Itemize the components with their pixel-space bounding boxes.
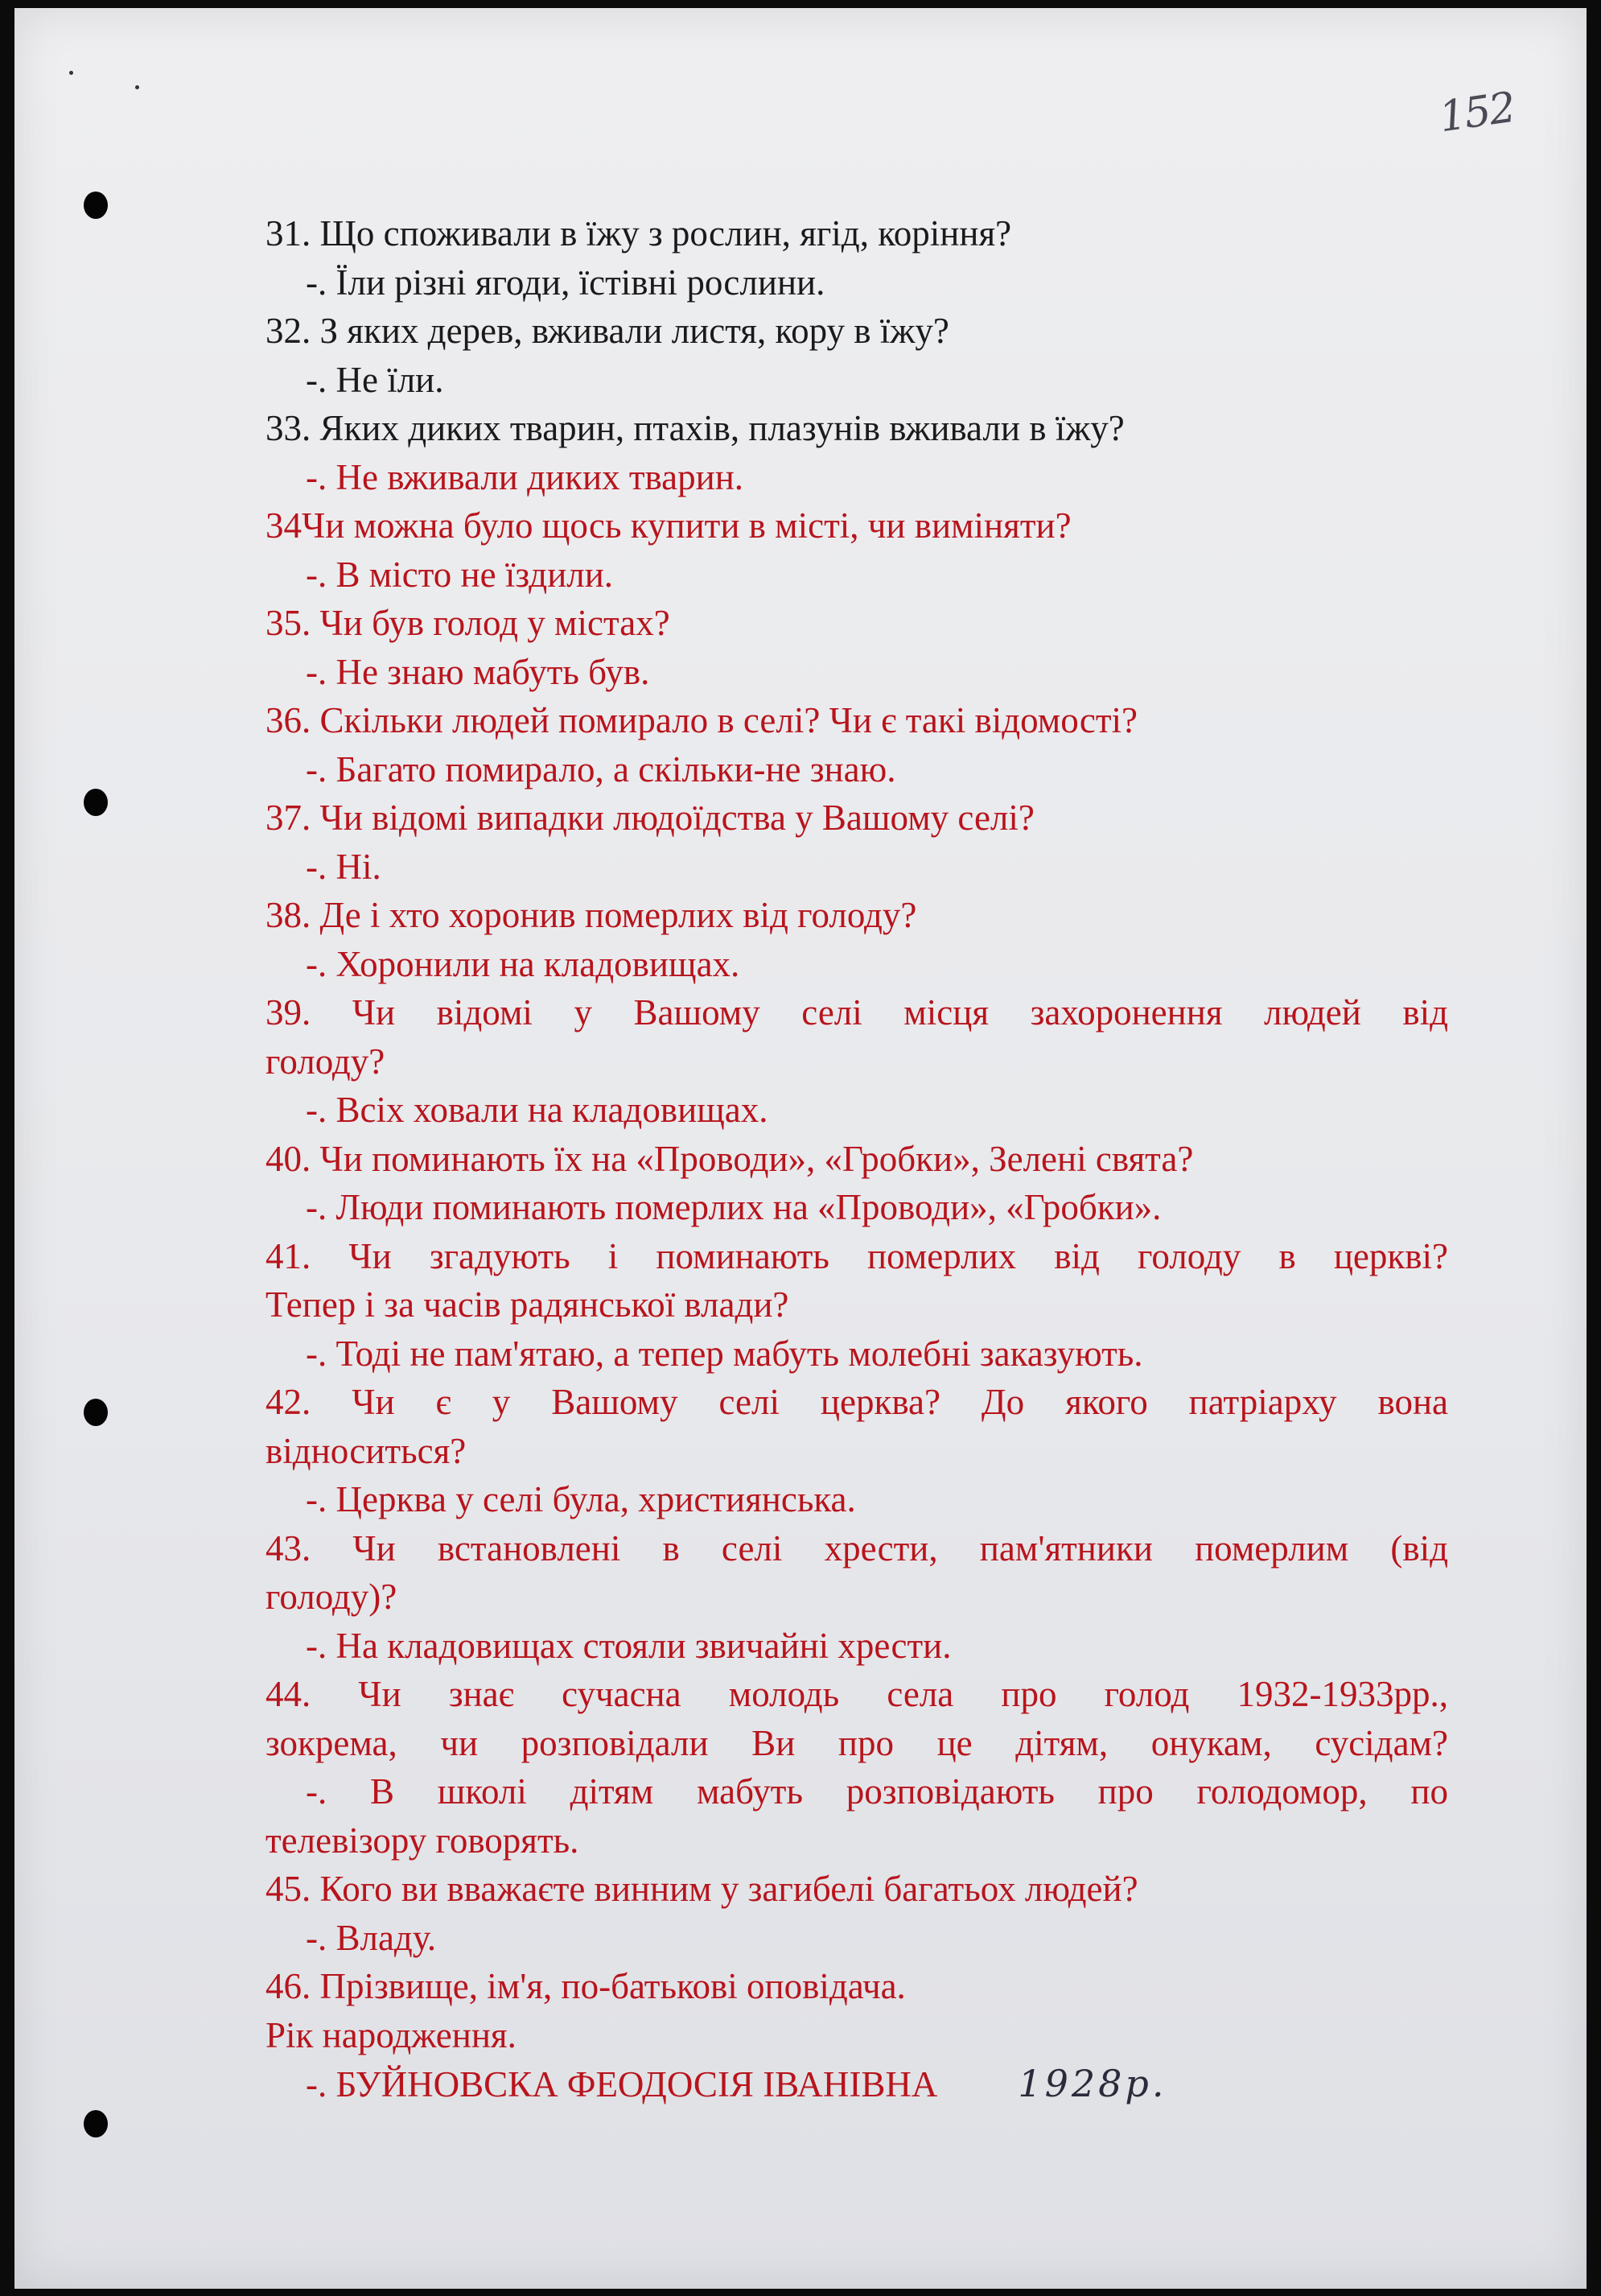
narrator-name: -. БУЙНОВСКА ФЕОДОСІЯ ІВАНІВНА [306,2064,938,2104]
answer-line: -. В школі дітям мабуть розповідають про голодомор, по [306,1771,1448,1812]
paper-speck [69,71,73,75]
paper-speck [135,85,139,89]
answer-line: -. Їли різні ягоди, їстівні рослини. [306,262,825,303]
answer-line: -. Владу. [306,1917,437,1958]
question-line: 45. Кого ви вважаєте винним у загибелі багатьох людей? [265,1869,1138,1909]
answer-line: -. Не знаю мабуть був. [306,651,650,692]
question-line: 37. Чи відомі випадки людоїдства у Вашому селі? [265,798,1035,838]
answer-line: -. Хоронили на кладовищах. [306,943,740,984]
question-line: 38. Де і хто хоронив померлих від голоду? [265,895,917,935]
question-line: Тепер і за часів радянської влади? [265,1284,789,1325]
answer-line: -. Церква у селі була, християнська. [306,1479,856,1519]
punch-hole [84,1399,108,1426]
question-line: голоду? [265,1041,385,1082]
punch-hole [84,2110,108,2137]
question-line: 43. Чи встановлені в селі хрести, пам'ятники померлим (від [265,1527,1448,1568]
answer-line: -. Ні. [306,846,381,887]
document-page [14,8,1587,2289]
question-line: 34Чи можна було щось купити в місті, чи виміняти? [265,505,1072,546]
question-line: 40. Чи поминають їх на «Проводи», «Гробки», Зелені свята? [265,1138,1194,1179]
question-line: 44. Чи знає сучасна молодь села про голод 1932-1933рр., [265,1674,1448,1714]
answer-line: -. Люди поминають померлих на «Проводи», «Гробки». [306,1187,1162,1227]
handwritten-birth-year: 1928р. [1018,2062,1167,2105]
punch-hole [84,192,108,219]
answer-line: -. На кладовищах стояли звичайні хрести. [306,1625,952,1666]
question-line: 39. Чи відомі у Вашому селі місця захоронення людей від [265,992,1448,1033]
question-line: відноситься? [265,1430,467,1471]
answer-line: -. Всіх ховали на кладовищах. [306,1090,768,1130]
question-line: 46. Прізвище, ім'я, по-батькові оповідача. [265,1966,906,2006]
question-line: 32. З яких дерев, вживали листя, кору в їжу? [265,311,949,351]
questionnaire-text [265,209,1448,2109]
question-line: голоду)? [265,1577,397,1617]
question-line: 41. Чи згадують і поминають померлих від голоду в церкві? [265,1235,1448,1276]
answer-line: -. Тоді не пам'ятаю, а тепер мабуть молебні заказують. [306,1333,1143,1374]
question-line: 36. Скільки людей помирало в селі? Чи є такі відомості? [265,700,1138,740]
answer-line: -. Не їли. [306,359,444,400]
question-line: 42. Чи є у Вашому селі церква? До якого патріарху вона [265,1382,1448,1422]
question-line: 33. Яких диких тварин, птахів, плазунів вживали в їжу? [265,408,1125,448]
question-line: 31. Що споживали в їжу з рослин, ягід, коріння? [265,213,1012,254]
punch-hole [84,789,108,816]
question-line: телевізору говорять. [265,1820,579,1861]
page-number: 152 [1436,83,1517,142]
question-line: 35. Чи був голод у містах? [265,603,670,643]
answer-line: -. Багато помирало, а скільки-не знаю. [306,748,896,789]
question-line: зокрема, чи розповідали Ви про це дітям, онукам, сусідам? [265,1722,1448,1763]
answer-line: -. В місто не їздили. [306,554,614,595]
question-line: Рік народження. [265,2014,517,2055]
answer-line: -. Не вживали диких тварин. [306,456,744,497]
narrator-name-line [265,2059,1448,2109]
